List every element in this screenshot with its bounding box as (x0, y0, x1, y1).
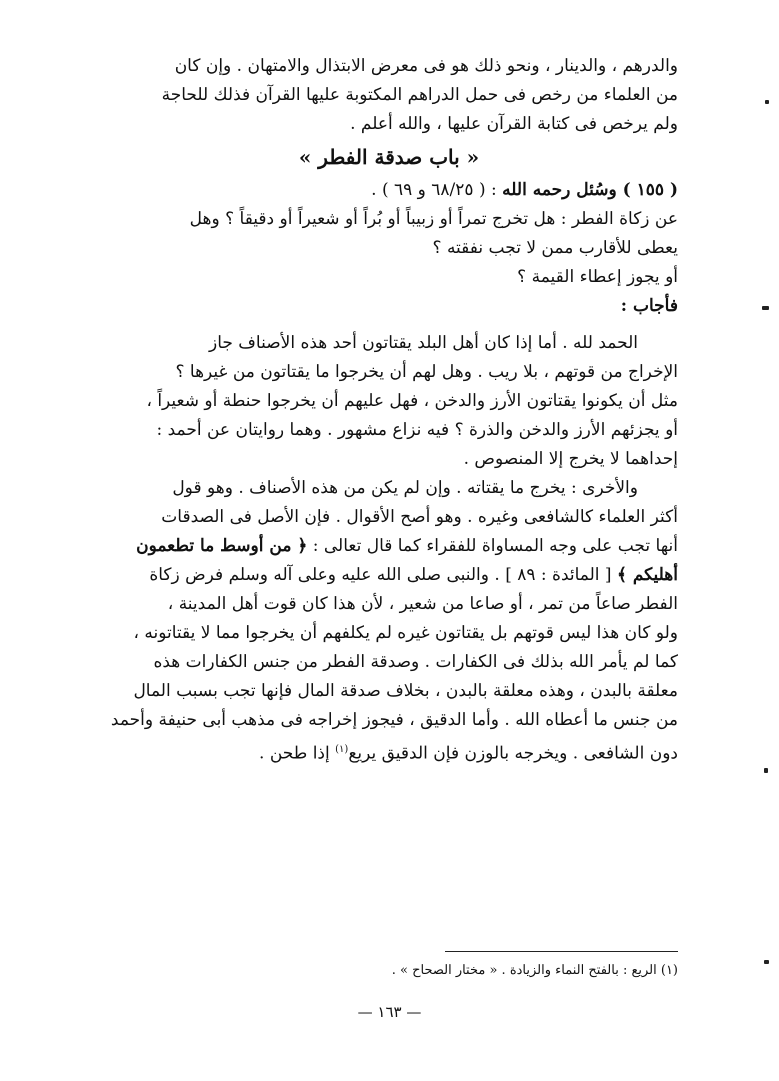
question-text (100, 205, 678, 292)
answer-last-line (100, 735, 678, 769)
question-number: ( ١٥٥ ) وسُئل رحمه الله (502, 180, 678, 200)
footnote: (١) الريع : بالفتح النماء والزيادة . « مختار الصحاح » . (391, 963, 678, 978)
last-line-end: إذا طحن . (259, 743, 330, 764)
answer-label: فأجاب : (620, 296, 678, 316)
intro-line: والدرهم ، والدينار ، ونحو ذلك هو فى معرض الابتذال والامتهان . وإن كان (174, 56, 678, 76)
margin-mark (762, 306, 769, 310)
margin-mark (764, 960, 769, 964)
answer-paragraph-2 (100, 474, 678, 561)
answer-line: معلقة بالبدن ، وهذه معلقة بالبدن ، بخلاف صدقة المال فإنها تجب بسبب المال (133, 681, 678, 701)
answer-line: مثل أن يكونوا يقتاتون الأرز والدخن ، فهل عليهم أن يخرجوا حنطة أو شعيراً ، (146, 391, 678, 411)
answer-line: أكثر العلماء كالشافعى وغيره . وهو أصح الأقوال . فإن الأصل فى الصدقات (161, 507, 678, 527)
footnote-divider (445, 951, 678, 952)
answer-line: كما لم يأمر الله بذلك فى الكفارات . وصدقة الفطر من جنس الكفارات هذه (153, 652, 678, 672)
page-number: — ١٦٣ — (357, 1003, 422, 1021)
answer-line: والأخرى : يخرج ما يقتاته . وإن لم يكن من هذه الأصناف . وهو قول (172, 478, 638, 498)
intro-line: من العلماء من رخص فى حمل الدراهم المكتوبة عليها القرآن فذلك للحاجة (161, 85, 678, 105)
answer-line: الحمد لله . أما إذا كان أهل البلد يقتاتون أحد هذه الأصناف جاز (208, 333, 638, 353)
question-line: أو يجوز إعطاء القيمة ؟ (517, 267, 678, 287)
intro-line: ولم يرخص فى كتابة القرآن عليها ، والله أعلم . (350, 114, 678, 134)
answer-verse-line (100, 561, 678, 590)
answer-line: إحداهما لا يخرج إلا المنصوص . (463, 449, 678, 469)
question-line: عن زكاة الفطر : هل تخرج تمراً أو زبيباً أو بُراً أو شعيراً أو دقيقاً ؟ وهل (189, 209, 678, 229)
answer-paragraph-3 (100, 590, 678, 735)
margin-mark (765, 100, 769, 104)
margin-mark (764, 768, 768, 773)
question-heading (100, 175, 678, 205)
footnote-marker: (١) (335, 744, 349, 755)
page-body (100, 52, 678, 769)
question-reference: : ( ٦٨/٢٥ و ٦٩ ) . (371, 180, 497, 200)
last-line-text: دون الشافعى . ويخرجه بالوزن فإن الدقيق يريع (348, 743, 678, 764)
answer-line: من جنس ما أعطاه الله . وأما الدقيق ، فيجوز إخراجه فى مذهب أبى حنيفة وأحمد (110, 710, 678, 730)
verse-reference-text: [ المائدة : ٨٩ ] . والنبى صلى الله عليه وعلى آله وسلم فرض زكاة (149, 565, 612, 585)
intro-paragraph (100, 52, 678, 139)
question-line: يعطى للأقارب ممن لا تجب نفقته ؟ (432, 238, 678, 258)
answer-line-text: أنها تجب على وجه المساواة للفقراء كما قال تعالى : (312, 536, 678, 556)
answer-line: الإخراج من قوتهم ، بلا ريب . وهل لهم أن يخرجوا ما يقتاتون من غيرها ؟ (175, 362, 678, 382)
quran-verse-part-1: ﴿ من أوسط ما تطعمون (136, 536, 308, 556)
section-title: « باب صدقة الفطر » (298, 145, 480, 169)
answer-paragraph-1 (100, 329, 678, 474)
answer-line: ولو كان هذا ليس قوتهم بل يقتاتون غيره لم يكلفهم أن يخرجوا مما لا يقتاتونه ، (133, 623, 678, 643)
answer-line: الفطر صاعاً من تمر ، أو صاعا من شعير ، لأن هذا كان قوت أهل المدينة ، (167, 594, 678, 614)
answer-line: أو يجزئهم الأرز والدخن والذرة ؟ فيه نزاع مشهور . وهما روايتان عن أحمد : (156, 420, 678, 440)
quran-verse-part-2: أهليكم ﴾ (616, 565, 678, 585)
answer-line (100, 532, 678, 561)
